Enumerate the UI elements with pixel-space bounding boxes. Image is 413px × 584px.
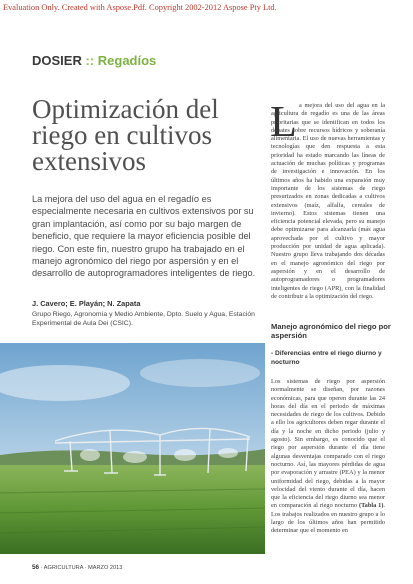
irrigation-photo: [0, 343, 265, 554]
body-text: Los sistemas de riego por aspersión normalmente se diseñan, por razones económicas, para que operen durante las 24 horas del día en el periodo de máximas necesidades de riego de los cultivos. Debido a ello los agricultores deben regar durante el día y la noche en dicho periodo (julio y agosto). Sin embargo, es conocido que el riego por aspersión durante el día tiene algunas desventajas comparado con el riego nocturno. Así, las mayores pérdidas de agua por evaporación y arrastre (PEA) y la menor uniformidad del riego, debidas a la mayor velocidad del viento durante el día, hacen que la eficiencia del riego diurno sea menor en comparación al riego nocturno: [271, 378, 385, 510]
drop-cap: L: [270, 97, 297, 146]
article-authors: J. Cavero; E. Playán; N. Zapata: [32, 299, 141, 308]
footer-publication: · AGRICULTURA · MARZO 2013: [40, 565, 123, 571]
section-label: DOSIER: [32, 53, 82, 68]
article-title: Optimización del riego en cultivos extensivos: [32, 94, 219, 176]
page-footer: [32, 564, 122, 571]
article-intro: La mejora del uso del agua en el regadío es especialmente necesaria en cultivos extensivos por su gran implantación, así como por su bajo margen de beneficio, que requiere la mayor eficiencia posible del riego. Con este fin, nuestro grupo ha trabajado en el manejo agronómico del riego por aspersión y en el desarrollo de autoprogramadores inteligentes de riego.: [32, 194, 256, 279]
section-topic: Regadíos: [97, 53, 157, 68]
table-reference: (Tabla 1): [358, 502, 384, 510]
body-column-top: a mejora del uso del agua en la agricultura de regadío es una de las áreas prioritarias que se identifican en todos los debates sobre recursos hídricos y soberanía alimentaria. El uso de nuevas herramientas y tecnologías que den respuesta a esta prioridad ha estado marcando las líneas de actuación de muchas políticas y programas de investigación e innovación. En los últimos años ha habido una expansión muy importante de los sistemas de riego presurizados en zonas dedicadas a cultivos extensivos (maíz, alfalfa, cereales de invierno). Estos sistemas tienen una eficiencia potencial elevada, pero su manejo debe optimizarse para alcanzarla (más agua aprovechada por el cultivo y mayor producción por unidad de agua aplicada). Nuestro grupo lleva trabajando dos décadas en el manejo agronómico del riego por aspersión y en el desarrollo de autoprogramadores o programadores inteligentes de riego (APR), con la finalidad de contribuir a la optimización del riego.: [271, 102, 385, 300]
page-number: 56: [32, 564, 40, 571]
section-heading: [32, 53, 156, 68]
watermark-text: Evaluation Only. Created with Aspose.Pdf. Copyright 2002-2012 Aspose Pty Ltd.: [3, 3, 277, 12]
body-column-bottom: [271, 378, 385, 536]
section-separator: ::: [85, 53, 95, 68]
author-affiliation: Grupo Riego, Agronomía y Medio Ambiente, Dpto. Suelo y Agua, Estación Experimental de Aula Dei (CSIC).: [32, 311, 255, 328]
subsection-heading: - Diferencias entre el riego diurno y nocturno: [271, 350, 382, 366]
section-subheading: Manejo agronómico del riego por aspersión: [271, 322, 391, 341]
body-text-continued: . Los trabajos realizados en nuestro grupo a lo largo de los últimos años han permitido determinar que el momento en: [271, 502, 385, 535]
